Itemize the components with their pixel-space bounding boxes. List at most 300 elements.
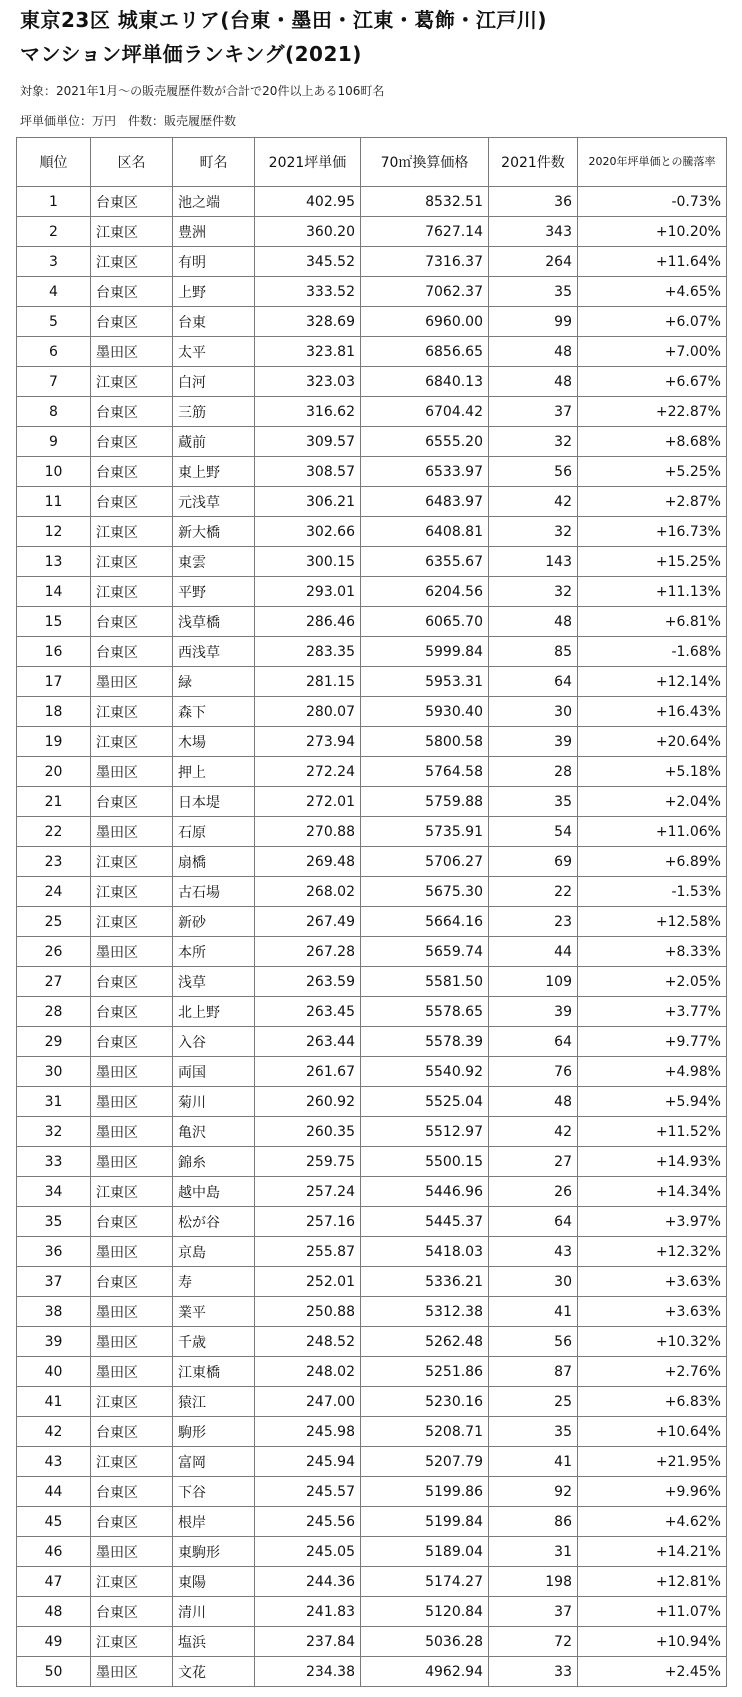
table-row — [17, 1657, 727, 1687]
rank-cell: 49 — [17, 1627, 91, 1657]
price-cell: 263.44 — [255, 1027, 361, 1057]
rank-cell: 3 — [17, 247, 91, 277]
table-row — [17, 847, 727, 877]
converted-price-cell: 5659.74 — [361, 937, 489, 967]
ward-cell: 江東区 — [91, 727, 173, 757]
rank-cell: 45 — [17, 1507, 91, 1537]
table-row — [17, 1297, 727, 1327]
town-cell: 白河 — [173, 367, 255, 397]
price-cell: 300.15 — [255, 547, 361, 577]
converted-price-cell: 6555.20 — [361, 427, 489, 457]
price-cell: 247.00 — [255, 1387, 361, 1417]
ward-cell: 江東区 — [91, 1387, 173, 1417]
converted-price-cell: 5953.31 — [361, 667, 489, 697]
town-cell: 入谷 — [173, 1027, 255, 1057]
price-cell: 267.49 — [255, 907, 361, 937]
count-cell: 37 — [489, 1597, 578, 1627]
change-rate-cell: +12.81% — [578, 1567, 727, 1597]
price-cell: 270.88 — [255, 817, 361, 847]
count-cell: 26 — [489, 1177, 578, 1207]
table-row — [17, 247, 727, 277]
converted-price-cell: 5764.58 — [361, 757, 489, 787]
price-cell: 245.56 — [255, 1507, 361, 1537]
ward-cell: 台東区 — [91, 427, 173, 457]
ward-cell: 江東区 — [91, 877, 173, 907]
converted-price-cell: 5525.04 — [361, 1087, 489, 1117]
rank-cell: 42 — [17, 1417, 91, 1447]
town-cell: 錦糸 — [173, 1147, 255, 1177]
table-row — [17, 1147, 727, 1177]
count-cell: 99 — [489, 307, 578, 337]
ward-cell: 台東区 — [91, 1207, 173, 1237]
rank-cell: 15 — [17, 607, 91, 637]
rank-cell: 39 — [17, 1327, 91, 1357]
converted-price-cell: 5500.15 — [361, 1147, 489, 1177]
change-rate-cell: -0.73% — [578, 187, 727, 217]
town-cell: 寿 — [173, 1267, 255, 1297]
town-cell: 下谷 — [173, 1477, 255, 1507]
town-cell: 北上野 — [173, 997, 255, 1027]
count-cell: 27 — [489, 1147, 578, 1177]
ward-cell: 江東区 — [91, 907, 173, 937]
price-cell: 272.24 — [255, 757, 361, 787]
converted-price-cell: 7627.14 — [361, 217, 489, 247]
change-rate-cell: +9.77% — [578, 1027, 727, 1057]
town-cell: 清川 — [173, 1597, 255, 1627]
town-cell: 越中島 — [173, 1177, 255, 1207]
change-rate-cell: +14.34% — [578, 1177, 727, 1207]
converted-price-cell: 7062.37 — [361, 277, 489, 307]
town-cell: 京島 — [173, 1237, 255, 1267]
table-row — [17, 1507, 727, 1537]
change-rate-cell: +5.94% — [578, 1087, 727, 1117]
ward-cell: 台東区 — [91, 277, 173, 307]
price-cell: 245.57 — [255, 1477, 361, 1507]
price-cell: 273.94 — [255, 727, 361, 757]
town-cell: 平野 — [173, 577, 255, 607]
table-row — [17, 277, 727, 307]
ward-cell: 台東区 — [91, 1507, 173, 1537]
ward-cell: 墨田区 — [91, 1327, 173, 1357]
town-cell: 押上 — [173, 757, 255, 787]
count-cell: 25 — [489, 1387, 578, 1417]
change-rate-cell: +2.87% — [578, 487, 727, 517]
ward-cell: 江東区 — [91, 247, 173, 277]
table-row — [17, 1447, 727, 1477]
table-header-row — [17, 138, 727, 187]
town-cell: 太平 — [173, 337, 255, 367]
count-cell: 64 — [489, 667, 578, 697]
rank-cell: 16 — [17, 637, 91, 667]
converted-price-cell: 5999.84 — [361, 637, 489, 667]
ward-cell: 台東区 — [91, 397, 173, 427]
count-cell: 22 — [489, 877, 578, 907]
ward-cell: 江東区 — [91, 517, 173, 547]
rank-cell: 19 — [17, 727, 91, 757]
table-row — [17, 427, 727, 457]
ward-cell: 台東区 — [91, 1267, 173, 1297]
ward-cell: 台東区 — [91, 1417, 173, 1447]
count-cell: 48 — [489, 337, 578, 367]
converted-price-cell: 6960.00 — [361, 307, 489, 337]
price-cell: 245.98 — [255, 1417, 361, 1447]
converted-price-cell: 5336.21 — [361, 1267, 489, 1297]
change-rate-cell: -1.68% — [578, 637, 727, 667]
table-row — [17, 1117, 727, 1147]
count-cell: 31 — [489, 1537, 578, 1567]
price-cell: 257.24 — [255, 1177, 361, 1207]
count-cell: 28 — [489, 757, 578, 787]
town-cell: 緑 — [173, 667, 255, 697]
town-cell: 東雲 — [173, 547, 255, 577]
price-cell: 267.28 — [255, 937, 361, 967]
header-70sqm-price: 70㎡換算価格 — [361, 138, 489, 187]
converted-price-cell: 5759.88 — [361, 787, 489, 817]
header-town: 町名 — [173, 138, 255, 187]
converted-price-cell: 6483.97 — [361, 487, 489, 517]
ward-cell: 台東区 — [91, 187, 173, 217]
ward-cell: 墨田区 — [91, 337, 173, 367]
change-rate-cell: +21.95% — [578, 1447, 727, 1477]
ward-cell: 江東区 — [91, 367, 173, 397]
rank-cell: 36 — [17, 1237, 91, 1267]
change-rate-cell: +11.07% — [578, 1597, 727, 1627]
town-cell: 古石場 — [173, 877, 255, 907]
header-price-per-tsubo: 2021坪単価 — [255, 138, 361, 187]
price-cell: 259.75 — [255, 1147, 361, 1177]
table-row — [17, 1387, 727, 1417]
count-cell: 87 — [489, 1357, 578, 1387]
table-row — [17, 637, 727, 667]
change-rate-cell: +9.96% — [578, 1477, 727, 1507]
ward-cell: 墨田区 — [91, 1297, 173, 1327]
change-rate-cell: +22.87% — [578, 397, 727, 427]
table-row — [17, 1207, 727, 1237]
converted-price-cell: 5230.16 — [361, 1387, 489, 1417]
price-cell: 250.88 — [255, 1297, 361, 1327]
price-cell: 309.57 — [255, 427, 361, 457]
town-cell: 新大橋 — [173, 517, 255, 547]
price-cell: 245.05 — [255, 1537, 361, 1567]
change-rate-cell: +11.52% — [578, 1117, 727, 1147]
ranking-table — [16, 137, 727, 1687]
table-row — [17, 1417, 727, 1447]
converted-price-cell: 5540.92 — [361, 1057, 489, 1087]
price-cell: 323.81 — [255, 337, 361, 367]
table-row — [17, 337, 727, 367]
rank-cell: 5 — [17, 307, 91, 337]
rank-cell: 2 — [17, 217, 91, 247]
change-rate-cell: +6.83% — [578, 1387, 727, 1417]
table-row — [17, 487, 727, 517]
change-rate-cell: +3.97% — [578, 1207, 727, 1237]
change-rate-cell: +11.13% — [578, 577, 727, 607]
count-cell: 23 — [489, 907, 578, 937]
converted-price-cell: 5512.97 — [361, 1117, 489, 1147]
town-cell: 元浅草 — [173, 487, 255, 517]
ward-cell: 台東区 — [91, 457, 173, 487]
rank-cell: 10 — [17, 457, 91, 487]
ward-cell: 台東区 — [91, 1597, 173, 1627]
converted-price-cell: 5189.04 — [361, 1537, 489, 1567]
rank-cell: 38 — [17, 1297, 91, 1327]
town-cell: 富岡 — [173, 1447, 255, 1477]
town-cell: 松が谷 — [173, 1207, 255, 1237]
price-cell: 345.52 — [255, 247, 361, 277]
ward-cell: 墨田区 — [91, 667, 173, 697]
table-row — [17, 1537, 727, 1567]
town-cell: 石原 — [173, 817, 255, 847]
count-cell: 54 — [489, 817, 578, 847]
change-rate-cell: +6.07% — [578, 307, 727, 337]
change-rate-cell: +20.64% — [578, 727, 727, 757]
count-cell: 35 — [489, 277, 578, 307]
rank-cell: 28 — [17, 997, 91, 1027]
table-row — [17, 367, 727, 397]
count-cell: 76 — [489, 1057, 578, 1087]
ward-cell: 江東区 — [91, 1447, 173, 1477]
rank-cell: 25 — [17, 907, 91, 937]
converted-price-cell: 5578.65 — [361, 997, 489, 1027]
table-row — [17, 217, 727, 247]
town-cell: 森下 — [173, 697, 255, 727]
ward-cell: 台東区 — [91, 967, 173, 997]
price-cell: 234.38 — [255, 1657, 361, 1687]
price-cell: 257.16 — [255, 1207, 361, 1237]
header-change-rate: 2020年坪単価との騰落率 — [578, 138, 727, 187]
rank-cell: 50 — [17, 1657, 91, 1687]
price-cell: 248.52 — [255, 1327, 361, 1357]
table-row — [17, 307, 727, 337]
converted-price-cell: 5312.38 — [361, 1297, 489, 1327]
price-cell: 272.01 — [255, 787, 361, 817]
count-cell: 109 — [489, 967, 578, 997]
table-row — [17, 457, 727, 487]
table-row — [17, 607, 727, 637]
price-cell: 293.01 — [255, 577, 361, 607]
count-cell: 42 — [489, 487, 578, 517]
price-cell: 269.48 — [255, 847, 361, 877]
price-cell: 328.69 — [255, 307, 361, 337]
rank-cell: 17 — [17, 667, 91, 697]
table-row — [17, 187, 727, 217]
converted-price-cell: 5120.84 — [361, 1597, 489, 1627]
ward-cell: 墨田区 — [91, 937, 173, 967]
converted-price-cell: 5174.27 — [361, 1567, 489, 1597]
count-cell: 39 — [489, 997, 578, 1027]
table-row — [17, 1267, 727, 1297]
price-cell: 260.35 — [255, 1117, 361, 1147]
price-cell: 263.59 — [255, 967, 361, 997]
count-cell: 32 — [489, 427, 578, 457]
rank-cell: 32 — [17, 1117, 91, 1147]
table-row — [17, 397, 727, 427]
header-count: 2021件数 — [489, 138, 578, 187]
table-row — [17, 787, 727, 817]
ward-cell: 台東区 — [91, 487, 173, 517]
converted-price-cell: 8532.51 — [361, 187, 489, 217]
rank-cell: 1 — [17, 187, 91, 217]
price-cell: 244.36 — [255, 1567, 361, 1597]
converted-price-cell: 5207.79 — [361, 1447, 489, 1477]
rank-cell: 4 — [17, 277, 91, 307]
count-cell: 39 — [489, 727, 578, 757]
price-cell: 280.07 — [255, 697, 361, 727]
change-rate-cell: +2.76% — [578, 1357, 727, 1387]
converted-price-cell: 6856.65 — [361, 337, 489, 367]
change-rate-cell: +14.21% — [578, 1537, 727, 1567]
table-row — [17, 907, 727, 937]
change-rate-cell: +8.68% — [578, 427, 727, 457]
price-cell: 402.95 — [255, 187, 361, 217]
price-cell: 316.62 — [255, 397, 361, 427]
change-rate-cell: +10.20% — [578, 217, 727, 247]
change-rate-cell: +3.63% — [578, 1297, 727, 1327]
ward-cell: 江東区 — [91, 1567, 173, 1597]
rank-cell: 30 — [17, 1057, 91, 1087]
table-row — [17, 1357, 727, 1387]
count-cell: 36 — [489, 187, 578, 217]
change-rate-cell: +10.64% — [578, 1417, 727, 1447]
table-row — [17, 547, 727, 577]
ward-cell: 江東区 — [91, 577, 173, 607]
ward-cell: 墨田区 — [91, 1237, 173, 1267]
table-row — [17, 1627, 727, 1657]
converted-price-cell: 5418.03 — [361, 1237, 489, 1267]
price-cell: 245.94 — [255, 1447, 361, 1477]
count-cell: 42 — [489, 1117, 578, 1147]
count-cell: 33 — [489, 1657, 578, 1687]
converted-price-cell: 4962.94 — [361, 1657, 489, 1687]
count-cell: 44 — [489, 937, 578, 967]
count-cell: 56 — [489, 457, 578, 487]
converted-price-cell: 5675.30 — [361, 877, 489, 907]
town-cell: 豊洲 — [173, 217, 255, 247]
rank-cell: 7 — [17, 367, 91, 397]
count-cell: 48 — [489, 1087, 578, 1117]
page-title: 東京23区 城東エリア(台東・墨田・江東・葛飾・江戸川) — [20, 8, 548, 32]
town-cell: 有明 — [173, 247, 255, 277]
count-cell: 30 — [489, 1267, 578, 1297]
change-rate-cell: +6.89% — [578, 847, 727, 877]
price-cell: 263.45 — [255, 997, 361, 1027]
price-cell: 302.66 — [255, 517, 361, 547]
table-row — [17, 997, 727, 1027]
rank-cell: 35 — [17, 1207, 91, 1237]
ward-cell: 台東区 — [91, 787, 173, 817]
converted-price-cell: 6065.70 — [361, 607, 489, 637]
table-row — [17, 817, 727, 847]
count-cell: 143 — [489, 547, 578, 577]
change-rate-cell: +11.06% — [578, 817, 727, 847]
change-rate-cell: +16.43% — [578, 697, 727, 727]
ward-cell: 江東区 — [91, 697, 173, 727]
town-cell: 日本堤 — [173, 787, 255, 817]
town-cell: 亀沢 — [173, 1117, 255, 1147]
count-cell: 64 — [489, 1027, 578, 1057]
scope-note: 対象：2021年1月～の販売履歴件数が合計で20件以上ある106町名 — [20, 84, 385, 98]
price-cell: 241.83 — [255, 1597, 361, 1627]
count-cell: 56 — [489, 1327, 578, 1357]
price-cell: 333.52 — [255, 277, 361, 307]
page-subtitle: マンション坪単価ランキング(2021) — [20, 42, 362, 66]
town-cell: 根岸 — [173, 1507, 255, 1537]
converted-price-cell: 5199.86 — [361, 1477, 489, 1507]
rank-cell: 21 — [17, 787, 91, 817]
table-row — [17, 1567, 727, 1597]
rank-cell: 6 — [17, 337, 91, 367]
rank-cell: 33 — [17, 1147, 91, 1177]
converted-price-cell: 5262.48 — [361, 1327, 489, 1357]
price-cell: 308.57 — [255, 457, 361, 487]
converted-price-cell: 6704.42 — [361, 397, 489, 427]
count-cell: 72 — [489, 1627, 578, 1657]
town-cell: 扇橋 — [173, 847, 255, 877]
rank-cell: 44 — [17, 1477, 91, 1507]
count-cell: 32 — [489, 517, 578, 547]
ward-cell: 墨田区 — [91, 1087, 173, 1117]
change-rate-cell: +5.18% — [578, 757, 727, 787]
converted-price-cell: 5251.86 — [361, 1357, 489, 1387]
rank-cell: 40 — [17, 1357, 91, 1387]
count-cell: 37 — [489, 397, 578, 427]
town-cell: 江東橋 — [173, 1357, 255, 1387]
count-cell: 32 — [489, 577, 578, 607]
table-row — [17, 697, 727, 727]
town-cell: 菊川 — [173, 1087, 255, 1117]
converted-price-cell: 5578.39 — [361, 1027, 489, 1057]
converted-price-cell: 5800.58 — [361, 727, 489, 757]
count-cell: 92 — [489, 1477, 578, 1507]
rank-cell: 9 — [17, 427, 91, 457]
change-rate-cell: +3.77% — [578, 997, 727, 1027]
converted-price-cell: 6355.67 — [361, 547, 489, 577]
count-cell: 41 — [489, 1447, 578, 1477]
converted-price-cell: 7316.37 — [361, 247, 489, 277]
town-cell: 台東 — [173, 307, 255, 337]
ward-cell: 江東区 — [91, 1627, 173, 1657]
rank-cell: 8 — [17, 397, 91, 427]
town-cell: 業平 — [173, 1297, 255, 1327]
rank-cell: 22 — [17, 817, 91, 847]
ward-cell: 墨田区 — [91, 1057, 173, 1087]
count-cell: 264 — [489, 247, 578, 277]
rank-cell: 43 — [17, 1447, 91, 1477]
change-rate-cell: +2.04% — [578, 787, 727, 817]
count-cell: 69 — [489, 847, 578, 877]
town-cell: 千歳 — [173, 1327, 255, 1357]
price-cell: 360.20 — [255, 217, 361, 247]
count-cell: 48 — [489, 607, 578, 637]
ward-cell: 墨田区 — [91, 1537, 173, 1567]
rank-cell: 41 — [17, 1387, 91, 1417]
ward-cell: 墨田区 — [91, 1147, 173, 1177]
town-cell: 東陽 — [173, 1567, 255, 1597]
table-row — [17, 1237, 727, 1267]
count-cell: 198 — [489, 1567, 578, 1597]
rank-cell: 46 — [17, 1537, 91, 1567]
table-row — [17, 1087, 727, 1117]
town-cell: 東上野 — [173, 457, 255, 487]
ward-cell: 墨田区 — [91, 1357, 173, 1387]
rank-cell: 26 — [17, 937, 91, 967]
converted-price-cell: 5581.50 — [361, 967, 489, 997]
table-row — [17, 1057, 727, 1087]
ward-cell: 江東区 — [91, 547, 173, 577]
ward-cell: 墨田区 — [91, 817, 173, 847]
ward-cell: 台東区 — [91, 307, 173, 337]
price-cell: 323.03 — [255, 367, 361, 397]
